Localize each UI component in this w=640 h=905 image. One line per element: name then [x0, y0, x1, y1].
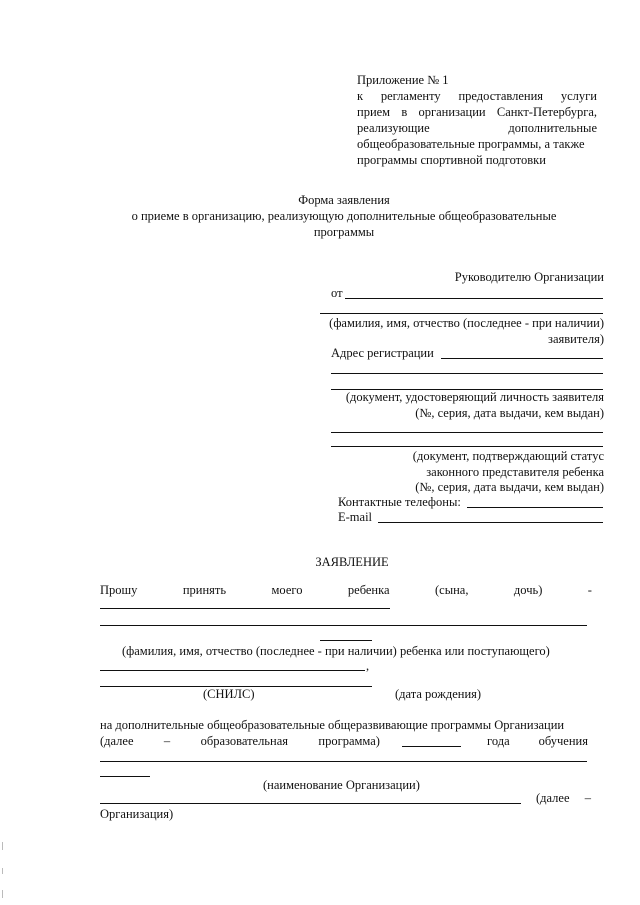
address-label: Адрес регистрации: [331, 346, 434, 360]
org-after-word: (далее: [536, 791, 570, 805]
program-words: [100, 734, 380, 749]
address-field[interactable]: [441, 358, 603, 359]
org-name-field[interactable]: [100, 803, 521, 804]
request-line: [100, 583, 592, 598]
appendix-word: регламенту: [380, 89, 441, 103]
appendix-line-3: [357, 121, 597, 136]
email-field[interactable]: [378, 522, 603, 523]
org-end: Организация): [100, 807, 174, 821]
year-word: обучения: [538, 734, 588, 748]
status-document-field[interactable]: [331, 432, 603, 433]
request-word: дочь): [513, 583, 543, 597]
request-word: моего: [271, 583, 303, 597]
program-word: программа): [318, 734, 380, 748]
from-field-2[interactable]: [320, 313, 603, 314]
statement-heading: ЗАЯВЛЕНИЕ: [315, 555, 389, 569]
appendix-word: прием: [357, 105, 391, 119]
org-after-words: [536, 791, 591, 806]
appendix-word: к: [357, 89, 364, 103]
appendix-word: в: [401, 105, 408, 119]
status-document-field-2[interactable]: [331, 446, 603, 447]
child-name-field-2[interactable]: [100, 625, 587, 626]
doc-note-1: (документ, удостоверяющий личность заявителя: [345, 390, 604, 404]
snils-label: (СНИЛС): [203, 687, 255, 701]
request-word: Прошу: [100, 583, 138, 597]
program-word: образовательная: [200, 734, 288, 748]
program-name-field[interactable]: [100, 761, 587, 762]
form-title-line-2: о приеме в организацию, реализующую дополнительные общеобразовательные: [131, 209, 557, 223]
programs-line: на дополнительные общеобразовательные общеразвивающие программы Организации: [100, 718, 565, 732]
request-word: -: [587, 583, 592, 597]
appendix-line-4: общеобразовательные программы, а также: [357, 137, 585, 151]
request-word: (сына,: [435, 583, 469, 597]
scan-edge-mark: [2, 842, 3, 850]
study-year-field[interactable]: [402, 746, 461, 747]
appendix-word: Санкт-Петербурга,: [496, 105, 597, 119]
fio-note-2: заявителя): [548, 332, 604, 346]
program-word: (далее: [100, 734, 134, 748]
request-word: принять: [182, 583, 227, 597]
program-word: –: [163, 734, 171, 748]
child-extra-field[interactable]: [100, 670, 365, 671]
child-note: (фамилия, имя, отчество (последнее - при наличии) ребенка или поступающего): [122, 644, 550, 658]
from-label: от: [331, 286, 343, 300]
appendix-word: реализующие: [357, 121, 430, 135]
status-note-1: (документ, подтверждающий статус: [412, 449, 604, 463]
doc-note-2: (№, серия, дата выдачи, кем выдан): [415, 406, 604, 420]
email-label: E-mail: [338, 510, 373, 524]
phones-field[interactable]: [467, 507, 603, 508]
phones-label: Контактные телефоны:: [338, 495, 461, 509]
year-words: [487, 734, 588, 749]
scan-edge-mark: [2, 868, 3, 874]
child-name-field[interactable]: [100, 608, 390, 609]
form-title-line-3: программы: [313, 225, 375, 239]
scan-edge-mark: [2, 890, 3, 898]
appendix-word: дополнительные: [508, 121, 597, 135]
year-word: года: [487, 734, 510, 748]
program-name-field-2[interactable]: [100, 776, 150, 777]
addressee-to: Руководителю Организации: [454, 270, 604, 284]
appendix-word: организации: [418, 105, 486, 119]
address-field-2[interactable]: [331, 373, 603, 374]
from-field[interactable]: [345, 298, 603, 299]
request-word: ребенка: [347, 583, 390, 597]
appendix-line-1: [357, 89, 597, 104]
appendix-line-5: программы спортивной подготовки: [357, 153, 546, 167]
org-name-note: (наименование Организации): [263, 778, 420, 792]
birth-date-label: (дата рождения): [395, 687, 482, 701]
status-note-2: законного представителя ребенка: [426, 465, 604, 479]
appendix-word: предоставления: [458, 89, 544, 103]
appendix-line-2: [357, 105, 597, 120]
appendix-word: услуги: [560, 89, 597, 103]
form-title-line-1: Форма заявления: [298, 193, 390, 207]
appendix-title: Приложение № 1: [357, 73, 449, 87]
status-note-3: (№, серия, дата выдачи, кем выдан): [415, 480, 604, 494]
child-name-field-3[interactable]: [320, 640, 372, 641]
fio-note-1: (фамилия, имя, отчество (последнее - при наличии): [329, 316, 604, 330]
org-after-word: –: [584, 791, 591, 805]
comma: ,: [366, 659, 370, 673]
